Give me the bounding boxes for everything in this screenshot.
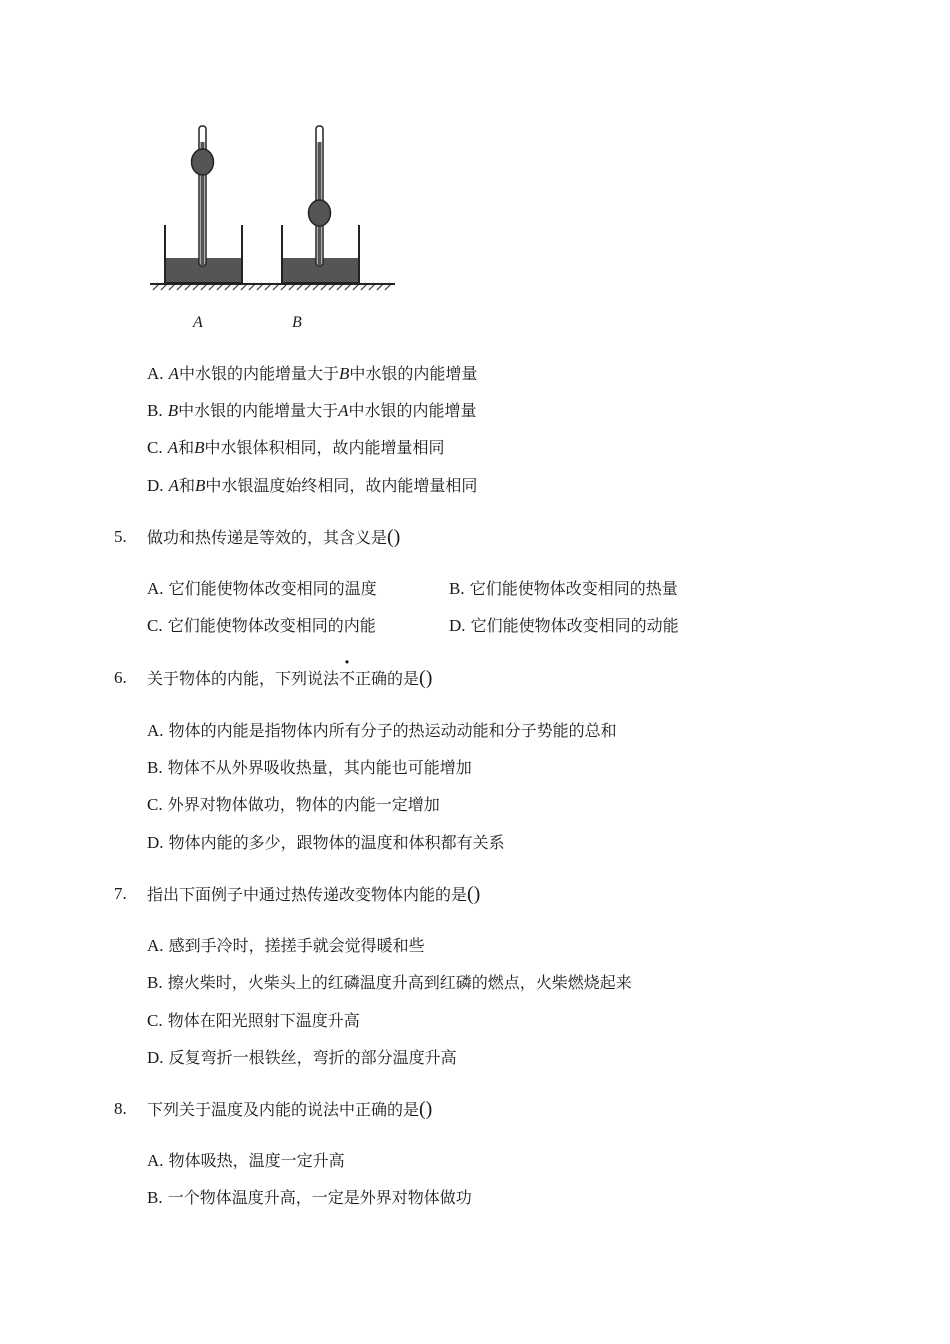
- q4-option-a[interactable]: A. A中水银的内能增量大于B中水银的内能增量: [147, 364, 478, 383]
- q5-option-c[interactable]: C. 它们能使物体改变相同的内能: [147, 616, 376, 635]
- q6-number: 6.: [114, 668, 127, 687]
- emphasis-dot: 不: [339, 669, 356, 688]
- q4-option-c[interactable]: C. A和B中水银体积相同，故内能增量相同: [147, 438, 445, 457]
- q6-option-c[interactable]: C. 外界对物体做功，物体的内能一定增加: [147, 795, 440, 814]
- barometer-figure: [145, 118, 400, 343]
- q7-option-c[interactable]: C. 物体在阳光照射下温度升高: [147, 1011, 360, 1030]
- q8-option-a[interactable]: A. 物体吸热，温度一定升高: [147, 1151, 345, 1170]
- q4-option-b[interactable]: B. B中水银的内能增量大于A中水银的内能增量: [147, 401, 477, 420]
- q5-option-a[interactable]: A. 它们能使物体改变相同的温度: [147, 579, 377, 598]
- q6-stem: 关于物体的内能，下列说法不正确的是(): [147, 667, 433, 689]
- q5-option-b[interactable]: B. 它们能使物体改变相同的热量: [449, 579, 678, 598]
- q8-option-b[interactable]: B. 一个物体温度升高，一定是外界对物体做功: [147, 1188, 472, 1207]
- q8-number: 8.: [114, 1099, 127, 1118]
- q4-option-d[interactable]: D. A和B中水银温度始终相同，故内能增量相同: [147, 476, 478, 495]
- q6-option-b[interactable]: B. 物体不从外界吸收热量，其内能也可能增加: [147, 758, 472, 777]
- barometer-diagram: [145, 118, 400, 343]
- q6-option-d[interactable]: D. 物体内能的多少，跟物体的温度和体积都有关系: [147, 833, 505, 852]
- q5-number: 5.: [114, 527, 127, 546]
- figure-label-a: A: [193, 314, 203, 331]
- q5-option-d[interactable]: D. 它们能使物体改变相同的动能: [449, 616, 679, 635]
- q7-option-b[interactable]: B. 擦火柴时，火柴头上的红磷温度升高到红磷的燃点，火柴燃烧起来: [147, 973, 632, 992]
- q7-option-a[interactable]: A. 感到手冷时，搓搓手就会觉得暖和些: [147, 936, 425, 955]
- figure-label-b: B: [292, 314, 302, 331]
- q8-stem: 下列关于温度及内能的说法中正确的是(): [147, 1098, 433, 1120]
- q7-stem: 指出下面例子中通过热传递改变物体内能的是(): [147, 883, 481, 905]
- q6-option-a[interactable]: A. 物体的内能是指物体内所有分子的热运动动能和分子势能的总和: [147, 721, 617, 740]
- q7-option-d[interactable]: D. 反复弯折一根铁丝，弯折的部分温度升高: [147, 1048, 457, 1067]
- q7-number: 7.: [114, 884, 127, 903]
- q5-stem: 做功和热传递是等效的，其含义是(): [147, 526, 401, 548]
